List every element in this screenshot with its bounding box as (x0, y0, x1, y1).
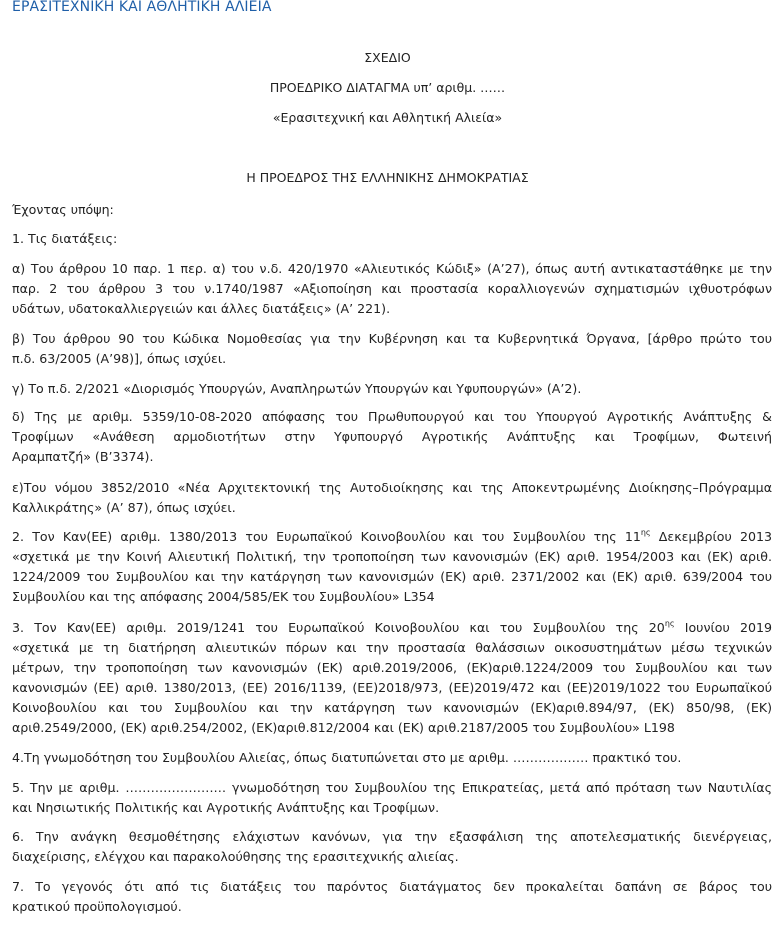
text-line (12, 618, 772, 638)
clause-c (12, 379, 772, 399)
text-line: υδάτων, υδατοκαλλιεργειών και άλλες διατάξεις» (Α’ 221). (12, 301, 391, 316)
draft-label: ΣΧΕΔΙΟ (364, 50, 411, 65)
clause-a (12, 259, 772, 319)
text-line: μέτρων, την τροποποίηση των κανονισμών (ΕΚ) αριθ.2019/2006, (ΕΚ)αριθ.1224/2009 του Συμβουλίου και των (12, 660, 772, 675)
text-line: β) Του άρθρου 90 του Κώδικα Νομοθεσίας για την Κυβέρνηση και τα Κυβερνητικά Όργανα, [άρθρο πρώτο του (12, 331, 772, 346)
text-line: α) Του άρθρου 10 παρ. 1 περ. α) του ν.δ. 420/1970 «Αλιευτικός Κώδιξ» (Α’27), όπως αυτή αντικαταστάθηκε με την (12, 261, 772, 276)
president-heading: Η ΠΡΟΕΔΡΟΣ ΤΗΣ ΕΛΛΗΝΙΚΗΣ ΔΗΜΟΚΡΑΤΙΑΣ (246, 170, 529, 185)
text-line (12, 527, 772, 547)
text-line: Συμβουλίου και της απόφασης 2004/585/ΕΚ του Συμβουλίου» L354 (12, 589, 435, 604)
text-fragment: Δεκεμβρίου 2013 (650, 529, 772, 544)
text-line: δ) Της με αριθμ. 5359/10-08-2020 απόφασης του Πρωθυπουργού και του Υπουργού Αγροτικής Ανάπτυξης & (12, 409, 772, 424)
text-line: γ) Το π.δ. 2/2021 «Διορισμός Υπουργών, Αναπληρωτών Υπουργών και Υφυπουργών» (Α’2). (12, 381, 582, 396)
clause-e (12, 478, 772, 518)
clause-b (12, 329, 772, 369)
item-6 (12, 827, 772, 867)
item-1-heading (12, 229, 772, 249)
item-7 (12, 877, 772, 917)
text-line: 6. Την ανάγκη θεσμοθέτησης ελάχιστων κανόνων, για την εξασφάλιση της αποτελεσματικής διενέργειας, (12, 829, 772, 844)
text-line: Καλλικράτης» (Α’ 87), όπως ισχύει. (12, 500, 236, 515)
decree-subject: «Ερασιτεχνική και Αθλητική Αλιεία» (272, 110, 503, 125)
superscript: ης (664, 619, 675, 628)
clause-d (12, 407, 772, 467)
text-line: παρ. 2 του άρθρου 3 του ν.1740/1987 «Αξιοποίηση και προστασία κοραλλιογενών σχηματισμών ιχθυοτρόφων (12, 281, 772, 296)
text-line: 1. Τις διατάξεις: (12, 231, 118, 246)
text-line: διαχείρισης, ελέγχου και παρακολούθησης της ερασιτεχνικής αλιείας. (12, 849, 459, 864)
item-4 (12, 748, 772, 768)
item-2 (12, 527, 772, 607)
text-line: ε)Του νόμου 3852/2010 «Νέα Αρχιτεκτονική της Αυτοδιοίκησης και της Αποκεντρωμένης Διοίκησης–Πρόγραμμα (12, 480, 772, 495)
text-line: 7. Το γεγονός ότι από τις διατάξεις του παρόντος διατάγματος δεν προκαλείται δαπάνη σε βάρος του (12, 879, 772, 894)
considering-line (12, 200, 772, 220)
text-fragment: Ιουνίου 2019 (674, 620, 772, 635)
superscript: ης (640, 528, 651, 537)
text-line: κανονισμών (ΕΕ) αριθ. 1380/2013, (ΕΕ) 2016/1139, (ΕΕ)2018/973, (ΕΕ)2019/472 και (ΕΕ)2019/1022 του Ευρωπαϊκού (12, 680, 772, 695)
item-5 (12, 778, 772, 818)
text-line: Τροφίμων «Ανάθεση αρμοδιοτήτων στην Υφυπουργό Αγροτικής Ανάπτυξης και Τροφίμων, Φωτεινή (12, 429, 772, 444)
text-line: 5. Την με αριθμ. …………………… γνωμοδότηση του Συμβουλίου της Επικρατείας, μετά από πρόταση των Ναυτιλίας (12, 780, 772, 795)
text-line: αριθ.2549/2000, (ΕΚ) αριθ.254/2002, (ΕΚ)αριθ.812/2004 και (ΕΚ) αριθ.2187/2005 του Συμβουλίου» L198 (12, 720, 675, 735)
item-3 (12, 618, 772, 738)
text-line: και Νησιωτικής Πολιτικής και Αγροτικής Ανάπτυξης και Τροφίμων. (12, 800, 440, 815)
text-line: κρατικού προϋπολογισμού. (12, 899, 182, 914)
text-line: π.δ. 63/2005 (Α’98)], όπως ισχύει. (12, 351, 227, 366)
text-line: Έχοντας υπόψη: (12, 202, 114, 217)
text-fragment: 3. Τον Καν(ΕΕ) αριθμ. 2019/1241 του Ευρωπαϊκού Κοινοβουλίου και του Συμβουλίου της 20 (12, 620, 665, 635)
decree-title: ΠΡΟΕΔΡΙΚΟ ΔΙΑΤΑΓΜΑ υπ’ αριθμ. …… (269, 80, 506, 95)
text-line: Κοινοβουλίου και του Συμβουλίου και την κατάργηση των κανονισμών (ΕΚ)αριθ.894/97, (ΕΚ) 850/98, (ΕΚ) (12, 700, 772, 715)
text-line: 4.Τη γνωμοδότηση του Συμβουλίου Αλιείας, όπως διατυπώνεται στο με αριθμ. ……………… πρακτικό του. (12, 750, 682, 765)
text-line: 1224/2009 του Συμβουλίου και την κατάργηση των κανονισμών (ΕΚ) αριθ. 2371/2002 και (ΕΚ) αριθ. 639/2004 του (12, 569, 772, 584)
header-link[interactable]: ΕΡΑΣΙΤΕΧΝΙΚΗ ΚΑΙ ΑΘΛΗΤΙΚΗ ΑΛΙΕΙΑ (12, 0, 272, 15)
text-line: «σχετικά με τη διατήρηση αλιευτικών πόρων και την προστασία θαλάσσιων οικοσυστημάτων μέσω τεχνικών (12, 640, 772, 655)
text-line: «σχετικά με την Κοινή Αλιευτική Πολιτική, την τροποποίηση των κανονισμών (ΕΚ) αριθ. 1954/2003 και (ΕΚ) αριθ. (12, 549, 772, 564)
text-line: Αραμπατζή» (Β’3374). (12, 449, 154, 464)
text-fragment: 2. Τον Καν(ΕΕ) αριθμ. 1380/2013 του Ευρωπαϊκού Κοινοβουλίου και του Συμβουλίου της 11 (12, 529, 641, 544)
